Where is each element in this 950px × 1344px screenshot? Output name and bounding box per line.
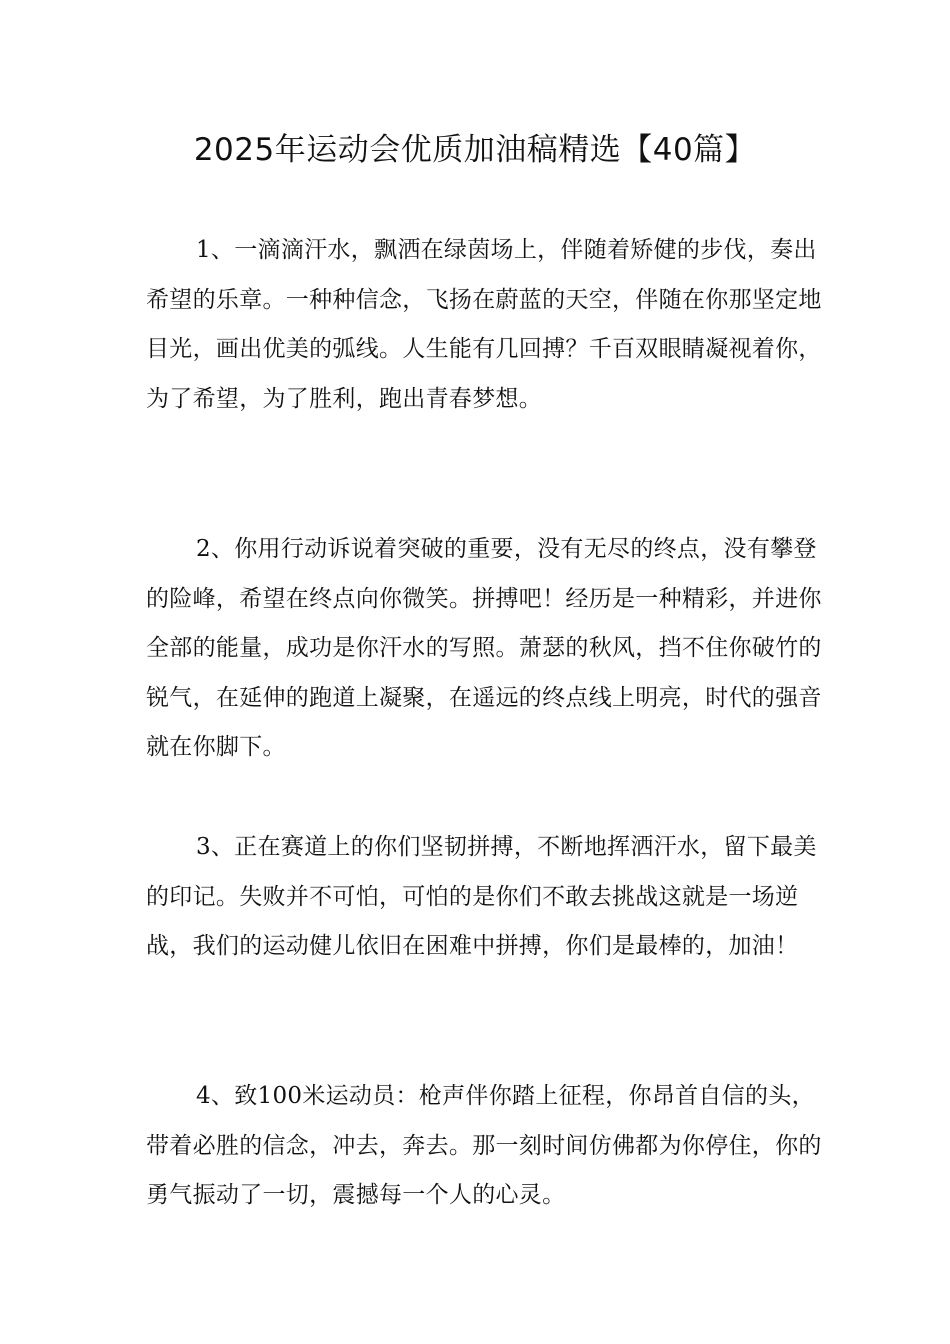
paragraph-2: 2、你用行动诉说着突破的重要，没有无尽的终点，没有攀登的险峰，希望在终点向你微笑。拼搏吧！经历是一种精彩，并进你全部的能量，成功是你汗水的写照。萧瑟的秋风，挡不住你破竹的锐气，在延伸的跑道上凝聚，在遥远的终点线上明亮，时代的强音就在你脚下。 bbox=[146, 536, 822, 760]
paragraph-1: 1、一滴滴汗水，飘洒在绿茵场上，伴随着矫健的步伐，奏出希望的乐章。一种种信念，飞扬在蔚蓝的天空，伴随在你那坚定地目光，画出优美的弧线。人生能有几回搏？千百双眼睛凝视着你，为了希望，为了胜利，跑出青春梦想。 bbox=[146, 237, 822, 412]
document-title: 2025年运动会优质加油稿精选【40篇】 bbox=[193, 132, 757, 168]
paragraph-4: 4、致100米运动员：枪声伴你踏上征程，你昂首自信的头，带着必胜的信念，冲去，奔去。那一刻时间仿佛都为你停住，你的勇气振动了一切，震撼每一个人的心灵。 bbox=[146, 1083, 822, 1208]
paragraph-3: 3、正在赛道上的你们坚韧拼搏，不断地挥洒汗水，留下最美的印记。失败并不可怕，可怕的是你们不敢去挑战这就是一场逆战，我们的运动健儿依旧在困难中拼搏，你们是最棒的，加油！ bbox=[146, 834, 817, 959]
